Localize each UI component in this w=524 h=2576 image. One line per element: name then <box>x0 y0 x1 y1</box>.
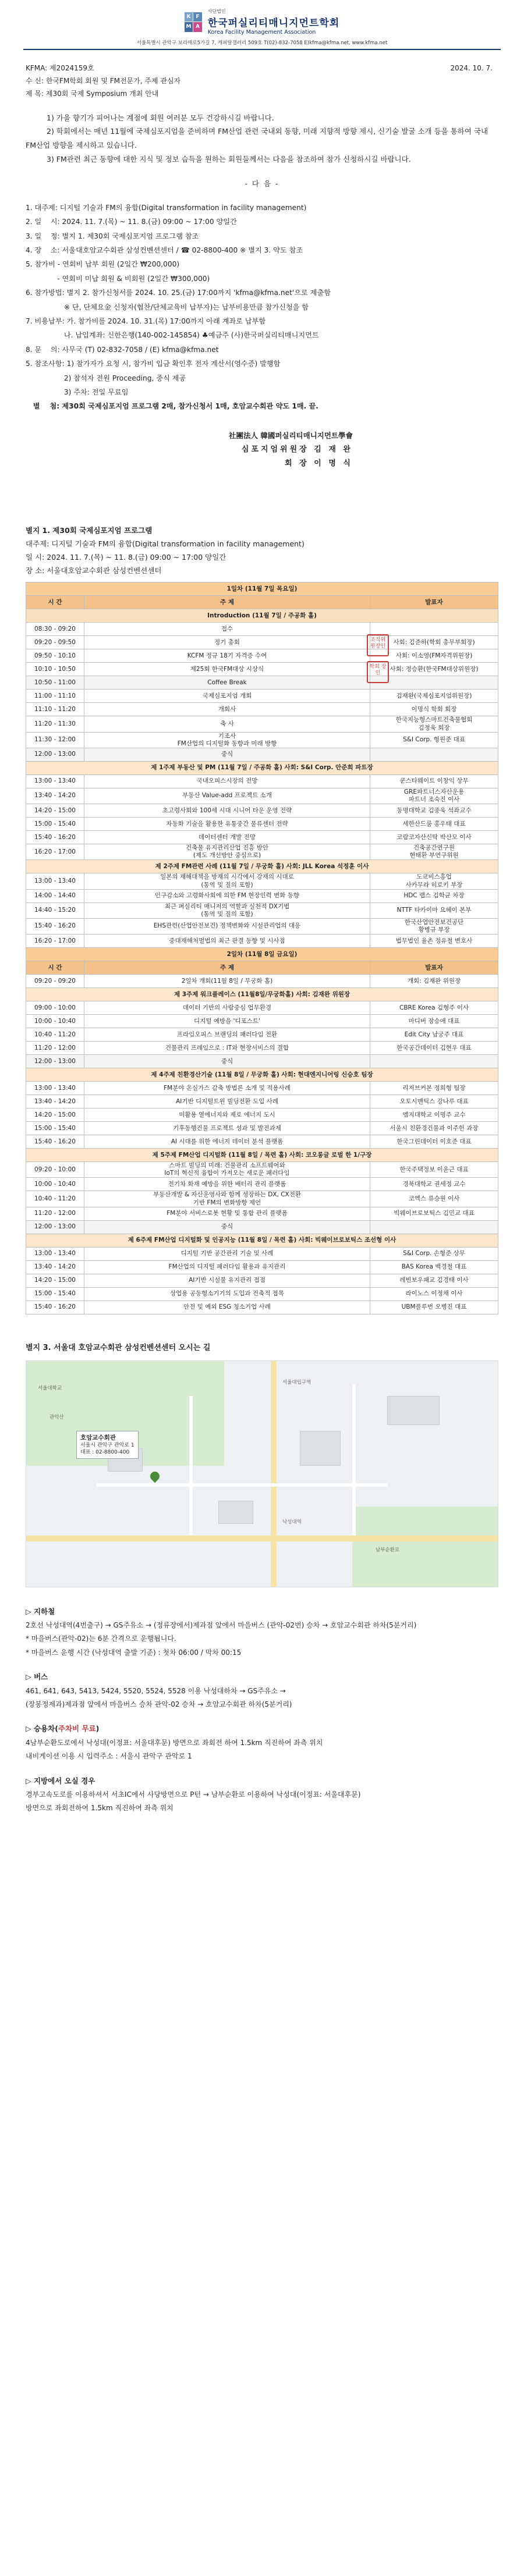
topic-cell: 안전 및 예외 ESG 청소기업 사례 <box>84 1301 370 1314</box>
table-row <box>26 1178 498 1191</box>
topic-cell: 부동산 Value-add 프로젝트 소개 <box>84 788 370 804</box>
time-cell: 13:40 - 14:20 <box>26 1095 84 1108</box>
time-cell: 13:00 - 13:40 <box>26 774 84 788</box>
table-row <box>26 774 498 788</box>
speaker-cell <box>370 748 498 761</box>
main-road <box>271 1361 277 1587</box>
map-label: 남부순환로 <box>376 1547 400 1553</box>
table-row <box>26 804 498 818</box>
signature-org: 社團法人 韓國퍼실리티매니지먼트學會 <box>228 431 353 440</box>
time-cell: 13:00 - 13:40 <box>26 1082 84 1095</box>
session-header: 제 6주제 FM산업 디지털화 및 인공지능 (11월 8일 / 목련 홀) 사회: 빅웨이브로보틱스 조선형 이사 <box>26 1234 498 1247</box>
directions <box>0 1605 524 1815</box>
topic-cell: AI기반 시설물 유지관리 접점 <box>84 1274 370 1287</box>
table-row <box>26 1095 498 1108</box>
time-cell: 15:00 - 15:40 <box>26 818 84 831</box>
table-row <box>26 1068 498 1082</box>
program-title: 별지 1. 제30회 국제심포지엄 프로그램 <box>26 525 153 535</box>
time-cell: 09:20 - 09:20 <box>26 975 84 988</box>
topic-cell: 접수 <box>84 623 370 636</box>
time-cell: 13:40 - 14:20 <box>26 788 84 804</box>
table-row <box>26 1028 498 1042</box>
table-row <box>26 1274 498 1287</box>
time-cell: 12:00 - 13:00 <box>26 1220 84 1234</box>
topic-cell: 축 사 <box>84 716 370 732</box>
time-cell: 14:20 - 15:00 <box>26 804 84 818</box>
detail-item: 2. 일 시: 2024. 11. 7.(목) ~ 11. 8.(금) 09:00 ~ 17:00 양일간 <box>26 218 237 226</box>
table-row <box>26 1055 498 1068</box>
column-header: 발표자 <box>370 961 498 975</box>
table-row <box>26 748 498 761</box>
time-cell: 13:00 - 13:40 <box>26 1247 84 1260</box>
detail-item: 7. 비용납부: 가. 참가비를 2024. 10. 31.(목) 17:00까지 아래 계좌로 납부함 <box>26 317 266 325</box>
building <box>218 1501 253 1524</box>
topic-cell: 국제심포지엄 개회 <box>84 690 370 703</box>
table-row <box>26 663 498 676</box>
table-row <box>26 1015 498 1028</box>
program-when: 일 시: 2024. 11. 7.(목) ~ 11. 8.(금) 09:00 ~ 17:00 양일간 <box>26 553 226 562</box>
location-pin-icon <box>148 1469 162 1483</box>
detail-list <box>26 201 498 414</box>
speaker-cell: 사회: 김준하(학회 총무부회장) <box>370 636 498 649</box>
table-row <box>26 676 498 690</box>
topic-cell: 전기차 화재 예방을 위한 배터리 관리 플랫폼 <box>84 1178 370 1191</box>
speaker-cell: UBM플루번 오병진 대표 <box>370 1301 498 1314</box>
speaker-cell: 도쿄비스홍업 사카무라 히로키 부장 <box>370 873 498 889</box>
table-row <box>26 975 498 988</box>
time-cell: 14:20 - 15:00 <box>26 1108 84 1122</box>
map-label: 서울대학교 <box>38 1385 62 1391</box>
topic-cell: 초고령사회와 100세 시대 시니어 타운 운영 전략 <box>84 804 370 818</box>
column-header: 주 제 <box>84 961 370 975</box>
speaker-cell: 김재완(국제심포지엄위원장) <box>370 690 498 703</box>
speaker-cell: 쿤스타웨이트 이창익 상무 <box>370 774 498 788</box>
callout-name: 호암교수회관 <box>80 1434 116 1441</box>
speaker-cell: 경북대학교 권세정 교수 <box>370 1178 498 1191</box>
speaker-cell: 개회: 김재완 위원장 <box>370 975 498 988</box>
time-cell: 12:00 - 13:00 <box>26 748 84 761</box>
detail-item: 3. 일 정: 별지 1. 제30회 국제심포지엄 프로그램 참조 <box>26 232 199 240</box>
detail-item: 3) 주차: 전일 무료임 <box>26 388 129 396</box>
location-map <box>26 1360 498 1587</box>
time-cell: 11:20 - 12:00 <box>26 1042 84 1055</box>
topic-cell: 디지털 기반 공간관리 기술 및 사례 <box>84 1247 370 1260</box>
table-row <box>26 935 498 948</box>
table-row <box>26 988 498 1001</box>
time-cell: 10:00 - 10:40 <box>26 1015 84 1028</box>
program-table <box>26 582 498 1314</box>
speaker-cell: 마디버 장승애 대표 <box>370 1015 498 1028</box>
speaker-cell: 코엑스 류승원 이사 <box>370 1191 498 1207</box>
topic-cell: 미활용 열에너지와 제로 에너지 도시 <box>84 1108 370 1122</box>
session-header: 제 2주제 FM관련 사례 (11월 7일 / 무궁화 홀) 사회: JLL Korea 석정훈 이사 <box>26 860 498 873</box>
time-cell: 14:40 - 15:20 <box>26 903 84 918</box>
table-row <box>26 1001 498 1015</box>
callout-address: 서울시 관악구 관악로 1 <box>80 1442 134 1448</box>
table-row <box>26 961 498 975</box>
org-name-ko: 한국퍼실리티매니지먼트학회 <box>207 17 340 29</box>
speaker-cell: CBRE Korea 김형주 이사 <box>370 1001 498 1015</box>
road <box>352 1384 356 1536</box>
table-row <box>26 761 498 774</box>
time-cell: 15:40 - 16:20 <box>26 1135 84 1149</box>
kfma-logo: K F M A <box>185 12 202 32</box>
speaker-cell: 한국그린데이터 이호준 대표 <box>370 1135 498 1149</box>
map-title: 별지 3. 서울대 호암교수회관 삼성컨벤션센터 오시는 길 <box>26 1343 211 1352</box>
official-seal: 학회 장인 <box>367 661 389 683</box>
speaker-cell: 서울시 친환경건물과 이주헌 과장 <box>370 1122 498 1135</box>
detail-item: 2) 참석자 전원 Proceeding, 중식 제공 <box>26 374 186 382</box>
time-cell: 11:20 - 12:00 <box>26 1207 84 1220</box>
table-row <box>26 873 498 889</box>
topic-cell: AI기반 디지털트윈 빌딩전환 도입 사례 <box>84 1095 370 1108</box>
program-where: 장 소: 서울대호암교수회관 삼성컨벤션센터 <box>26 566 162 575</box>
table-row <box>26 1207 498 1220</box>
doc-number: KFMA: 제2024159호 <box>26 64 94 72</box>
topic-cell: 제25회 한국FM대상 시상식 <box>84 663 370 676</box>
topic-cell: KCFM 정규 18기 자격증 수여 <box>84 649 370 663</box>
topic-cell: 데이터 기반의 사람중심 업무환경 <box>84 1001 370 1015</box>
topic-cell: FM산업의 디지털 패러다임 활용과 유지관리 <box>84 1260 370 1274</box>
table-row <box>26 1149 498 1162</box>
topic-cell: 스마트 빌딩의 미래: 건물관리 소프트웨어와 IoT의 혁신적 융합이 가져오는 새로운 패러다임 <box>84 1162 370 1178</box>
table-row <box>26 732 498 748</box>
time-cell: 15:00 - 15:40 <box>26 1122 84 1135</box>
main-road <box>26 1536 498 1541</box>
time-cell: 14:00 - 14:40 <box>26 889 84 903</box>
subway-route: 2호선 낙성대역(4번출구) → GS주유소 → (정류장에서)제과점 앞에서 마을버스 (관악-02번) 승차 → 호암교수회관 하차(5분거리) <box>26 1621 417 1630</box>
topic-cell: 일본의 재해대책을 방재의 시각에서 강재의 시대로 (통역 및 질의 포함) <box>84 873 370 889</box>
table-row <box>26 1122 498 1135</box>
speaker-cell <box>370 676 498 690</box>
table-row <box>26 690 498 703</box>
time-cell: 10:10 - 10:50 <box>26 663 84 676</box>
speaker-cell: GRE파트너스자산운용 파트너 조숙진 이사 <box>370 788 498 804</box>
paragraph-2: 2) 학회에서는 매년 11월에 국제심포지엄을 준비하며 FM산업 관련 국내외 동향, 미래 지향적 방향 제시, 신기술 발굴 소개 등을 통하여 국내 FM산업 방향을 제시하고 있습니다. <box>26 127 488 150</box>
topic-cell: Coffee Break <box>84 676 370 690</box>
speaker-cell: 빅웨이브로보틱스 김민교 대표 <box>370 1207 498 1220</box>
park-area <box>352 1506 498 1587</box>
speaker-cell: 동명대학교 김종욱 석좌교수 <box>370 804 498 818</box>
table-row <box>26 844 498 860</box>
table-row <box>26 1162 498 1178</box>
table-row <box>26 1287 498 1301</box>
time-cell: 15:40 - 16:20 <box>26 918 84 934</box>
day-header: 1일차 (11월 7일 목요일) <box>26 582 498 596</box>
table-row <box>26 918 498 934</box>
column-header: 발표자 <box>370 596 498 609</box>
topic-cell: 국내오피스시장의 전망 <box>84 774 370 788</box>
program-theme: 대주제: 디지털 기술과 FM의 융합(Digital transformation in facility management) <box>26 539 305 549</box>
speaker-cell <box>370 1055 498 1068</box>
table-row <box>26 1082 498 1095</box>
free-parking: 주차비 무료 <box>58 1724 96 1733</box>
speaker-cell: BAS Korea 백경철 대표 <box>370 1260 498 1274</box>
paragraph-1: 1) 가을 향기가 피어나는 계절에 회원 여러분 모두 건강하시길 바랍니다. <box>47 113 274 122</box>
session-header: Introduction (11월 7일 / 주공화 홀) <box>26 609 498 623</box>
divider-heading: - 다 음 - <box>245 179 279 188</box>
program-section <box>0 524 524 1314</box>
building <box>387 1396 440 1425</box>
detail-item: 1. 대주제: 디지털 기술과 FM의 융합(Digital transformation in facility management) <box>26 203 307 212</box>
topic-cell: 부동산개발 & 자산운영사와 함께 성장하는 DX, CX전환 기반 FM의 변화방향 제언 <box>84 1191 370 1207</box>
table-row <box>26 582 498 596</box>
org-address: 서울특별시 관악구 보라매로5가길 7, 캐피탈갤러리 509호 T(02)-832-7058 E)kfma@kfma.net, www.kfma.net <box>23 39 501 50</box>
subject: 제 목: 제30회 국제 Symposium 개최 안내 <box>26 90 159 98</box>
topic-cell: FM분야 서비스로봇 현황 및 통합 관리 플랫폼 <box>84 1207 370 1220</box>
speaker-cell: 멤지대학교 이명주 교수 <box>370 1108 498 1122</box>
map-label: 낙성대역 <box>282 1519 302 1525</box>
signature-president: 회 장 이 명 식 <box>285 459 353 468</box>
speaker-cell: 사회: 이소영(FM자격위원장) <box>370 649 498 663</box>
car-route: 4남부순환도로에서 낙성대(이정표: 서울대후문) 방면으로 좌회전 하여 1.5km 직진하여 좌측 위치 <box>26 1738 323 1747</box>
column-header: 시 간 <box>26 961 84 975</box>
topic-cell: FM분야 온실가스 감축 방법론 소개 및 적용사례 <box>84 1082 370 1095</box>
topic-cell: 중식 <box>84 1055 370 1068</box>
time-cell: 11:10 - 11:20 <box>26 703 84 716</box>
subway-note: * 마을버스 운행 시간 (낙성대역 출발 기준) : 첫차 06:00 / 막차 00:15 <box>26 1648 242 1657</box>
topic-cell: 상업용 공동형소기기의 도입과 건축적 접목 <box>84 1287 370 1301</box>
road <box>96 1483 387 1487</box>
session-header: 제 1주제 부동산 및 PM (11월 7일 / 주공화 홀) 사회: S&I Corp. 안준희 파트장 <box>26 761 498 774</box>
speaker-cell: 레빈보우패교 김경태 이사 <box>370 1274 498 1287</box>
topic-cell: 프라임오피스 브랜딩의 패러다임 전환 <box>84 1028 370 1042</box>
topic-cell: 기후동행건물 프로젝트 성과 및 발전과제 <box>84 1122 370 1135</box>
time-cell: 13:40 - 14:20 <box>26 1260 84 1274</box>
table-row <box>26 788 498 804</box>
speaker-cell: 라이노스 이정채 이사 <box>370 1287 498 1301</box>
road <box>189 1396 193 1536</box>
table-row <box>26 609 498 623</box>
official-seal: 조직위 원장인 <box>367 634 389 656</box>
speaker-cell: 이명식 학회 회장 <box>370 703 498 716</box>
time-cell: 10:40 - 11:20 <box>26 1191 84 1207</box>
attachment-line: 별 첨: 제30회 국제심포지엄 프로그램 2매, 참가신청서 1매, 호암교수회관 약도 1매. 끝. <box>26 402 318 411</box>
topic-cell: 정기 총회 <box>84 636 370 649</box>
detail-item: 6. 참가방법: 별지 2. 참가신청서를 2024. 10. 25.(금) 17:00까지 'kfma@kfma.net'으로 제출함 <box>26 289 331 297</box>
table-row <box>26 649 498 663</box>
car-heading: ▷ 승용차(주차비 무료) <box>26 1724 100 1733</box>
detail-item: 나. 납입계좌: 신한은행(140-002-145854) ♣예금주 (사)한국퍼실리티매니지먼트 <box>26 331 319 340</box>
column-header: 주 제 <box>84 596 370 609</box>
table-row <box>26 1220 498 1234</box>
speaker-cell: 한국지능형스마트건축물협회 김정욱 회장 <box>370 716 498 732</box>
time-cell: 08:30 - 09:20 <box>26 623 84 636</box>
time-cell: 15:00 - 15:40 <box>26 1287 84 1301</box>
table-row <box>26 1108 498 1122</box>
table-row <box>26 703 498 716</box>
bus-route: (장봉정제과)제과점 앞에서 마을버스 승차 관악-02 승차 → 호암교수회관 하차(5분거리) <box>26 1700 292 1708</box>
time-cell: 09:00 - 10:00 <box>26 1001 84 1015</box>
topic-cell: 중대재해처벌법의 최근 판결 동향 및 시사점 <box>84 935 370 948</box>
time-cell: 15:40 - 16:20 <box>26 831 84 844</box>
table-row <box>26 1234 498 1247</box>
time-cell: 09:20 - 10:00 <box>26 1162 84 1178</box>
table-row <box>26 948 498 961</box>
regional-route: 방면으로 좌회전하여 1.5km 직진하여 좌측 위치 <box>26 1804 174 1813</box>
doc-date: 2024. 10. 7. <box>450 64 493 72</box>
topic-cell: 중식 <box>84 748 370 761</box>
detail-item: 4. 장 소: 서울대호암교수회관 삼성컨벤션센터 / ☎ 02-8800-400 ※ 별지 3. 약도 참조 <box>26 246 303 254</box>
speaker-cell: 법무법인 율촌 정유철 변호사 <box>370 935 498 948</box>
speaker-cell <box>370 623 498 636</box>
regional-heading: ▷ 지방에서 오실 경우 <box>26 1776 95 1785</box>
table-row <box>26 903 498 918</box>
map-label: 서울대입구역 <box>282 1379 311 1385</box>
time-cell: 10:50 - 11:00 <box>26 676 84 690</box>
table-row <box>26 831 498 844</box>
car-nav-address: 내비게이션 이용 시 입력주소 : 서울시 관악구 관악로 1 <box>26 1752 192 1761</box>
speaker-cell: 사회: 정승환(한국FM대상위원장) <box>370 663 498 676</box>
time-cell: 16:20 - 17:00 <box>26 935 84 948</box>
topic-cell: 중식 <box>84 1220 370 1234</box>
table-row <box>26 1191 498 1207</box>
time-cell: 13:00 - 13:40 <box>26 873 84 889</box>
time-cell: 12:00 - 13:00 <box>26 1055 84 1068</box>
day-header: 2일차 (11월 8일 금요일) <box>26 948 498 961</box>
topic-cell: 자동화 기술을 활용한 유통중간 물류센터 전략 <box>84 818 370 831</box>
speaker-cell: 건축공간연구원 현태환 부연구위원 <box>370 844 498 860</box>
session-header: 제 4주제 친환경산기술 (11월 8일 / 무궁화 홀) 사회: 현대엔지니어링 신승호 팀장 <box>26 1068 498 1082</box>
table-row <box>26 636 498 649</box>
speaker-cell: 한국공간데이터 김현우 대표 <box>370 1042 498 1055</box>
time-cell: 09:20 - 09:50 <box>26 636 84 649</box>
signature-block <box>26 429 498 471</box>
speaker-cell <box>370 1220 498 1234</box>
topic-cell: 2일차 개회(11월 8일 / 무궁화 홀) <box>84 975 370 988</box>
speaker-cell: NTTF 타카이마 요헤이 본부 <box>370 903 498 918</box>
topic-cell: AI 시대를 위한 에너지 데이터 분석 플랫폼 <box>84 1135 370 1149</box>
table-row <box>26 623 498 636</box>
time-cell: 14:20 - 15:00 <box>26 1274 84 1287</box>
topic-cell: 최근 퍼실리티 매니저의 역할과 실천적 DX기법 (통역 및 질의 포함) <box>84 903 370 918</box>
bus-heading: ▷ 버스 <box>26 1672 48 1682</box>
topic-cell: 디지털 예방을 '디포스트' <box>84 1015 370 1028</box>
building <box>300 1431 341 1466</box>
detail-item: ※ 단, 단체요金 신청자(협찬/단체교육비 납부자)는 납부비용만큼 참가신청을 함 <box>26 303 309 311</box>
detail-item: - 연회비 미납 회원 & 비회원 (2일간 ₩300,000) <box>26 274 210 283</box>
speaker-cell: HDC 랩스 김학균 차장 <box>370 889 498 903</box>
regional-route: 경부고속도로를 이용하셔서 서초IC에서 사당방면으로 P턴 → 남부순환로 이용하여 낙성대(이정표: 서울대후문) <box>26 1790 361 1799</box>
table-row <box>26 818 498 831</box>
speaker-cell: S&I Corp. 형원준 대표 <box>370 732 498 748</box>
speaker-cell: 한국주택정보 이윤근 대표 <box>370 1162 498 1178</box>
table-row <box>26 1260 498 1274</box>
speaker-cell: 한국산업안전보건공단 황병규 부장 <box>370 918 498 934</box>
time-cell: 11:30 - 12:00 <box>26 732 84 748</box>
table-row <box>26 596 498 609</box>
letterhead <box>0 0 524 50</box>
time-cell: 11:20 - 11:30 <box>26 716 84 732</box>
speaker-cell: 세한산드룸 홍우태 대표 <box>370 818 498 831</box>
topic-cell: 건축물 유지관리산업 진흥 방안 (제도 개선방안 중심으로) <box>84 844 370 860</box>
corp-label: 사단법인 <box>207 9 226 14</box>
map-callout <box>76 1431 139 1459</box>
time-cell: 09:50 - 10:10 <box>26 649 84 663</box>
column-header: 시 간 <box>26 596 84 609</box>
table-row <box>26 716 498 732</box>
paragraph-3: 3) FM관련 최근 동향에 대한 지식 및 정보 습득을 원하는 회원들께서는 다음을 참조하여 참가 신청하시길 바랍니다. <box>47 154 411 164</box>
recipient: 수 신: 한국FM학회 회원 및 FM전문가, 주제 관심자 <box>26 77 181 86</box>
speaker-cell: 코람코자산신탁 박산모 이사 <box>370 831 498 844</box>
detail-item: 5. 참가비 - 연회비 납부 회원 (2일간 ₩200,000) <box>26 260 180 269</box>
table-row <box>26 1247 498 1260</box>
topic-cell: 데이터센터 개발 전망 <box>84 831 370 844</box>
org-name-en: Korea Facility Management Association <box>207 29 316 35</box>
signature-chair: 심포지엄위원장 김 재 완 <box>241 445 353 454</box>
time-cell: 15:40 - 16:20 <box>26 1301 84 1314</box>
subway-heading: ▷ 지하철 <box>26 1607 55 1616</box>
table-row <box>26 860 498 873</box>
table-row <box>26 889 498 903</box>
topic-cell: 인구감소와 고령화사회에 의한 FM 현장인력 변화 동향 <box>84 889 370 903</box>
session-header: 제 5주제 FM산업 디지털화 (11월 8일 / 목련 홀) 사회: 코오롱글 로벌 한 1/구장 <box>26 1149 498 1162</box>
table-row <box>26 1301 498 1314</box>
session-header: 제 3주제 워크플레이스 (11월8일/무궁화홀) 사회: 김재완 위원장 <box>26 988 498 1001</box>
topic-cell: 건물관리 프레임으로 : IT와 현장서비스의 결합 <box>84 1042 370 1055</box>
topic-cell: 개회사 <box>84 703 370 716</box>
detail-item: 8. 문 의: 사무국 (T) 02-832-7058 / (E) kfma@kfma.net <box>26 345 219 354</box>
speaker-cell: 리저브커본 정희형 팀장 <box>370 1082 498 1095</box>
speaker-cell: 오토시맨틱스 강나루 대표 <box>370 1095 498 1108</box>
time-cell: 16:20 - 17:00 <box>26 844 84 860</box>
detail-item: 5. 참조사항: 1) 참가자가 요청 시, 참가비 입금 확인후 전자 계산서(영수증) 발행함 <box>26 360 281 368</box>
map-label: 관악산 <box>49 1414 64 1420</box>
table-row <box>26 1135 498 1149</box>
topic-cell: 기조사 FM산업의 디지털화 동향과 미래 방향 <box>84 732 370 748</box>
callout-tel: 대표 : 02-8800-400 <box>80 1449 130 1455</box>
table-row <box>26 1042 498 1055</box>
time-cell: 11:00 - 11:10 <box>26 690 84 703</box>
speaker-cell: S&I Corp. 손형준 상무 <box>370 1247 498 1260</box>
time-cell: 10:40 - 11:20 <box>26 1028 84 1042</box>
time-cell: 10:00 - 10:40 <box>26 1178 84 1191</box>
speaker-cell: Edit City 남궁주 대표 <box>370 1028 498 1042</box>
bus-route: 461, 641, 643, 5413, 5424, 5520, 5524, 5528 이용 낙성대하차 → GS주유소 → <box>26 1686 286 1695</box>
subway-note: * 마을버스(관악-02)는 6분 간격으로 운행됩니다. <box>26 1635 176 1643</box>
topic-cell: EHS관련(산업안전보건) 정책변화와 시설관리업의 대응 <box>84 918 370 934</box>
